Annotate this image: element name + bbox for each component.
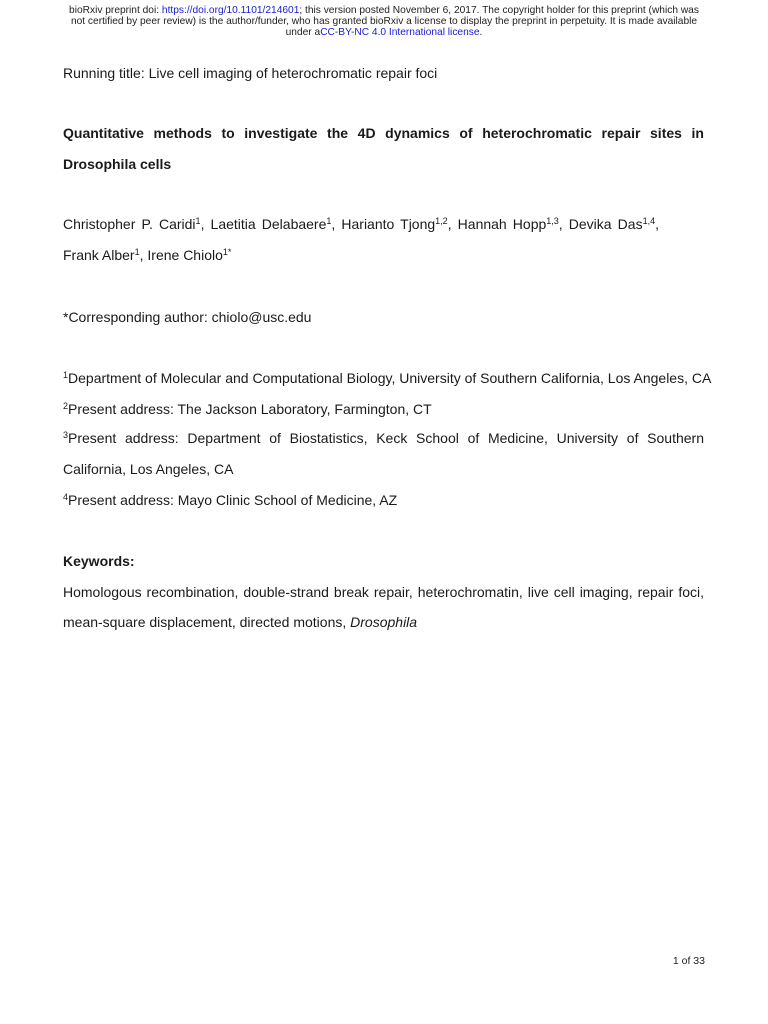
header-line1-rest: ; this version posted November 6, 2017. The copyright holder for this preprint (which was [299,5,699,16]
author-name: Frank Alber [63,247,135,263]
affiliation-sup: 1 [63,370,69,380]
page-number: 1 of 33 [672,955,705,967]
keywords-line-2 [63,613,704,631]
author-name: Devika Das [568,216,643,232]
affiliation-text: Present address: Department of Biostatistics, Keck School of Medicine, University of Southern [68,430,704,446]
paper-title-line-2: Drosophila cells [63,156,172,172]
license-link[interactable]: CC-BY-NC 4.0 International license [320,27,480,39]
header-line-1 [40,5,728,16]
affiliation-sup: 4 [63,492,69,502]
corresponding-author: *Corresponding author: chiolo@usc.edu [63,309,312,325]
header-line-2: not certified by peer review) is the author/funder, who has granted bioRxiv a license to display the preprint in perpetuity. It is made available [70,16,698,28]
affiliation-4 [63,491,704,509]
affiliation-3-line-1 [63,429,704,447]
header-line3-prefix: under a [285,27,321,39]
keywords-line-1: Homologous recombination, double-strand break repair, heterochromatin, live cell imaging, repair foci, [63,584,704,600]
affiliation-2 [63,400,704,418]
author-name: Hannah Hopp [457,216,547,232]
author-name: Harianto Tjong [341,216,436,232]
header-line3-suffix: . [479,27,483,39]
author-affiliation-sup: 1,2 [435,216,448,226]
affiliation-text: Department of Molecular and Computational Biology, University of Southern California, Los Angeles, CA [68,370,712,386]
author-affiliation-sup: 1,3 [546,216,559,226]
keywords-heading: Keywords: [63,553,135,569]
author-name: Laetitia Delabaere [210,216,327,232]
author-affiliation-sup: 1 [134,247,140,257]
paper-title-line-1: Quantitative methods to investigate the 4D dynamics of heterochromatic repair sites in [63,125,704,141]
author-affiliation-sup: 1,4 [642,216,656,226]
affiliation-3-line-2: California, Los Angeles, CA [63,461,234,477]
affiliation-sup: 2 [63,401,69,411]
doi-link[interactable]: https://doi.org/10.1101/214601 [161,5,300,16]
author-affiliation-sup: 1* [222,247,232,257]
author-name: Christopher P. Caridi [63,216,196,232]
keywords-text: mean-square displacement, directed motions, [63,614,351,630]
author-affiliation-sup: 1 [195,216,201,226]
affiliation-1 [63,369,712,387]
author-name: Irene Chiolo [147,247,223,263]
affiliation-text: Present address: The Jackson Laboratory, Farmington, CT [68,401,432,417]
author-list-line-1: Christopher P. Caridi$^1$, Laetitia Delabaere$^1$, Harianto Tjong$^{1,2}$, Hannah Hopp$^{1,3}$, Devika Das$^{1,4}$, [63,216,659,232]
header-prefix: bioRxiv preprint doi: [69,5,162,16]
running-title: Running title: Live cell imaging of heterochromatic repair foci [63,65,438,81]
keywords-italic-term: Drosophila [350,614,418,630]
preprint-header [40,5,728,39]
author-list-line-2: Frank Alber$^1$, Irene Chiolo$^{1*}$ [63,247,232,263]
affiliation-text: Present address: Mayo Clinic School of Medicine, AZ [68,492,398,508]
affiliation-sup: 3 [63,430,69,440]
author-affiliation-sup: 1 [326,216,332,226]
header-line-3 [40,27,728,38]
